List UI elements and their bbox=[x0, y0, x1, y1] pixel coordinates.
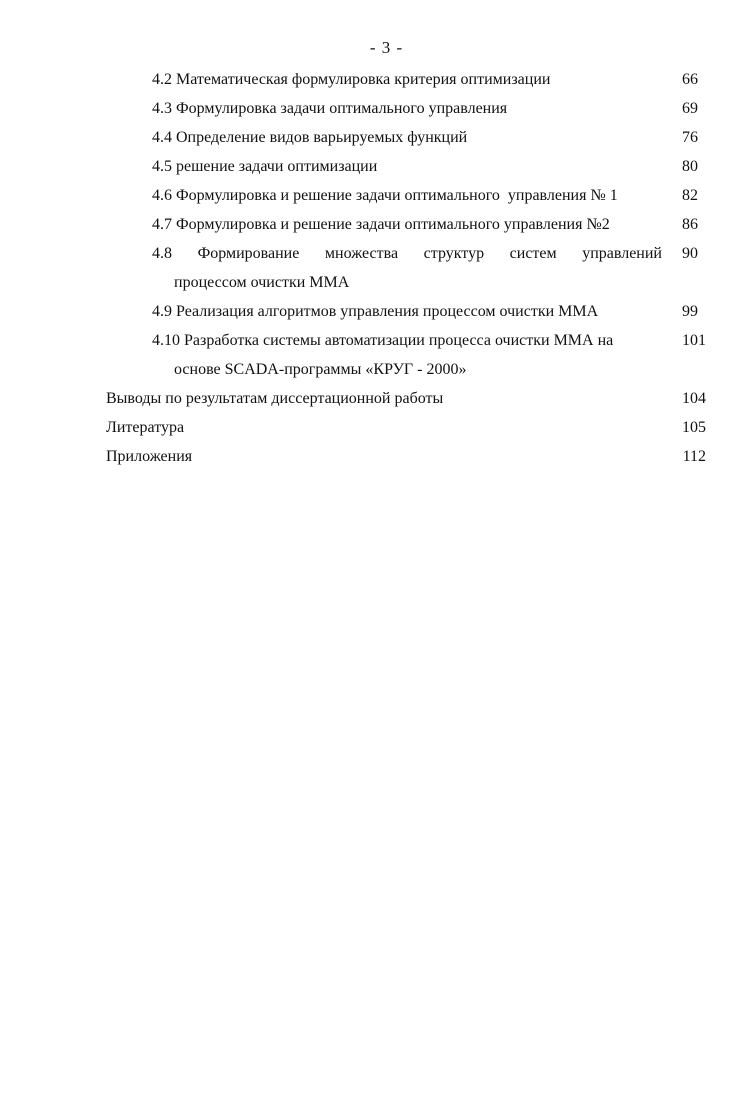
toc-entry-page: 99 bbox=[682, 303, 698, 320]
toc-entry-title: Литература bbox=[106, 419, 185, 436]
toc-entry[interactable] bbox=[152, 123, 698, 152]
toc-entry-title: 4.10 Разработка системы автоматизации процесса очистки ММА на bbox=[152, 332, 614, 349]
toc-entry-title: 4.4 Определение видов варьируемых функций bbox=[152, 129, 468, 146]
toc-entry[interactable] bbox=[152, 297, 698, 326]
toc-entry[interactable] bbox=[152, 181, 698, 210]
toc-entry[interactable] bbox=[152, 326, 706, 355]
toc-entry[interactable] bbox=[152, 239, 698, 268]
toc-entry-page: 66 bbox=[682, 71, 698, 88]
toc-entry-continuation: основе SCADA-программы «КРУГ - 2000» bbox=[174, 361, 467, 378]
toc-entry[interactable] bbox=[152, 210, 698, 239]
toc-entry[interactable] bbox=[106, 384, 706, 413]
toc-entry-title: 4.7 Формулировка и решение задачи оптимального управления №2 bbox=[152, 216, 610, 233]
toc-entry-page: 69 bbox=[682, 100, 698, 117]
toc-entry[interactable] bbox=[106, 413, 706, 442]
toc-entry-title: 4.3 Формулировка задачи оптимального управления bbox=[152, 100, 508, 117]
toc-entry-page: 82 bbox=[682, 187, 698, 204]
toc-entry-title: Выводы по результатам диссертационной работы bbox=[106, 390, 444, 407]
toc-entry-page: 112 bbox=[682, 448, 706, 465]
toc-entry[interactable] bbox=[152, 94, 698, 123]
toc-entry-title: 4.5 решение задачи оптимизации bbox=[152, 158, 378, 175]
toc-entry[interactable] bbox=[106, 442, 706, 471]
toc-entry-page: 76 bbox=[682, 129, 698, 146]
toc-entry-title: Приложения bbox=[106, 448, 193, 465]
toc-entry-page: 101 bbox=[682, 332, 706, 349]
toc-entry[interactable] bbox=[152, 65, 698, 94]
toc-entry-page: 86 bbox=[682, 216, 698, 233]
toc-entry-page: 80 bbox=[682, 158, 698, 175]
toc-entry-title: 4.2 Математическая формулировка критерия оптимизации bbox=[152, 71, 551, 88]
toc-entry-continuation: процессом очистки ММА bbox=[174, 274, 350, 291]
toc-entry[interactable] bbox=[152, 152, 698, 181]
toc-entry-page: 105 bbox=[682, 419, 706, 436]
toc-entry-page: 104 bbox=[682, 390, 706, 407]
toc-entry-title: 4.9 Реализация алгоритмов управления процессом очистки ММА bbox=[152, 303, 599, 320]
toc-entry-title: 4.8 Формирование множества структур систем управлений bbox=[152, 245, 662, 262]
toc-entry-title: 4.6 Формулировка и решение задачи оптимального управления № 1 bbox=[152, 187, 618, 204]
page-number: - 3 - bbox=[369, 38, 404, 57]
toc-entry-page: 90 bbox=[682, 245, 698, 262]
